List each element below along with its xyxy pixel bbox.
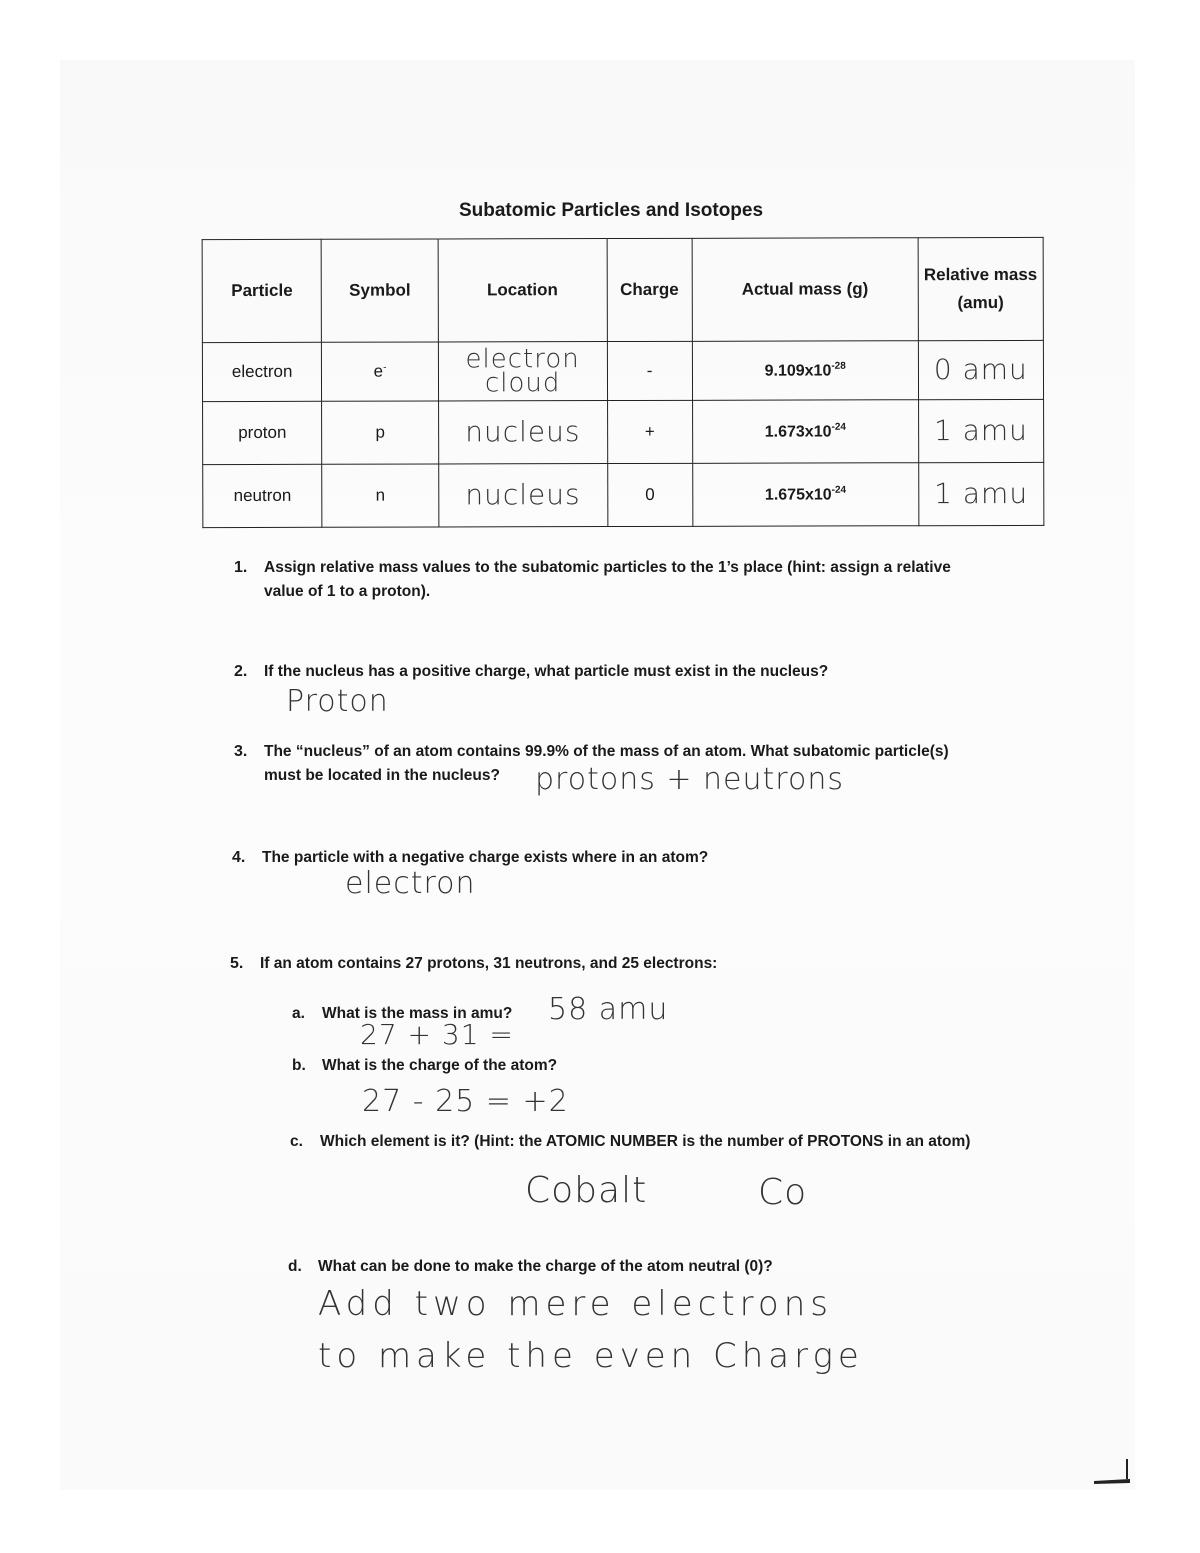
- question-2: [234, 660, 828, 684]
- answer-5b: 27 - 25 = +2: [362, 1084, 569, 1119]
- mass-exponent: -24: [831, 421, 846, 433]
- sub-question-letter: c.: [290, 1133, 303, 1150]
- answer-5d-line1: Add two mere electrons: [318, 1284, 833, 1324]
- question-number: 4.: [232, 849, 246, 866]
- symbol-text: n: [375, 485, 386, 505]
- handwritten-location: electron cloud: [465, 343, 580, 398]
- scan-corner-mark: [1090, 1455, 1134, 1485]
- question-5: [230, 952, 717, 976]
- header-location: Location: [438, 239, 607, 342]
- symbol-superscript: -: [383, 361, 387, 373]
- mass-text: 1.675x10: [764, 486, 832, 504]
- sub-question-text: What can be done to make the charge of the atom neutral (0)?: [318, 1258, 773, 1275]
- sub-question-text: What is the charge of the atom?: [322, 1057, 558, 1074]
- sub-question-text: Which element is it? (Hint: the ATOMIC NUMBER is the number of PROTONS in an atom): [320, 1133, 971, 1150]
- handwritten-location: nucleus: [465, 414, 581, 448]
- mass-text: 1.673x10: [764, 423, 832, 441]
- cell-relative-mass: [918, 340, 1044, 399]
- question-text: If an atom contains 27 protons, 31 neutrons, and 25 electrons:: [260, 955, 718, 972]
- question-1: [234, 556, 951, 604]
- table-header-row: [202, 237, 1043, 342]
- handwritten-relative-mass: 0 amu: [933, 352, 1028, 386]
- question-number: 2.: [234, 663, 248, 680]
- cell-particle: neutron: [203, 464, 323, 527]
- sub-question-text: What is the mass in amu?: [322, 1005, 513, 1022]
- table-row-proton: [203, 399, 1044, 464]
- answer-5c-name: Cobalt: [525, 1170, 648, 1211]
- sub-question-d: [288, 1258, 773, 1276]
- question-text-continued: value of 1 to a proton).: [264, 583, 431, 600]
- cell-symbol: [322, 464, 439, 527]
- cell-actual-mass: [692, 400, 918, 464]
- header-symbol: Symbol: [321, 239, 438, 342]
- cell-particle: proton: [203, 401, 323, 464]
- sub-question-c: [290, 1133, 970, 1151]
- question-number: 3.: [234, 743, 248, 760]
- answer-5a: 58 amu: [548, 992, 669, 1027]
- handwritten-relative-mass: 1 amu: [933, 413, 1028, 447]
- header-charge: Charge: [607, 238, 693, 341]
- cell-location: [439, 464, 608, 527]
- cell-symbol: [322, 401, 439, 464]
- cell-particle: electron: [202, 342, 322, 401]
- answer-5a-work: 27 + 31 =: [360, 1018, 514, 1051]
- handwritten-location: nucleus: [465, 477, 581, 511]
- cell-location: [438, 401, 607, 464]
- cell-actual-mass: [692, 341, 918, 401]
- sub-question-b: [292, 1057, 557, 1075]
- cell-charge: +: [607, 400, 692, 463]
- particles-table: [202, 237, 1045, 528]
- symbol-text: p: [375, 422, 385, 442]
- symbol-text: e: [373, 361, 384, 381]
- answer-3: protons + neutrons: [535, 762, 844, 797]
- question-text: If the nucleus has a positive charge, what particle must exist in the nucleus?: [264, 663, 829, 680]
- question-text: The particle with a negative charge exists where in an atom?: [262, 849, 709, 866]
- handwritten-relative-mass: 1 amu: [934, 476, 1029, 510]
- mass-exponent: -24: [831, 484, 847, 496]
- sub-question-letter: d.: [288, 1258, 302, 1275]
- question-number: 1.: [234, 559, 248, 576]
- table-row-electron: [202, 340, 1043, 401]
- header-particle: Particle: [202, 239, 322, 342]
- answer-5c-symbol: Co: [758, 1172, 808, 1213]
- question-number: 5.: [230, 955, 244, 972]
- header-actual-mass: Actual mass (g): [692, 238, 918, 342]
- sub-question-letter: a.: [292, 1005, 305, 1022]
- cell-relative-mass: [918, 399, 1044, 462]
- cell-charge: 0: [607, 463, 692, 526]
- page-title: Subatomic Particles and Isotopes: [458, 200, 764, 221]
- question-text-continued: must be located in the nucleus?: [264, 767, 500, 784]
- cell-charge: -: [607, 341, 692, 400]
- answer-4: electron: [345, 866, 476, 901]
- cell-actual-mass: [693, 463, 919, 527]
- table-row-neutron: [203, 462, 1044, 527]
- header-relative-mass: Relative mass (amu): [918, 237, 1044, 340]
- question-text: The “nucleus” of an atom contains 99.9% of the mass of an atom. What subatomic particle(s): [264, 743, 949, 760]
- cell-location: [438, 342, 607, 401]
- answer-2: Proton: [286, 684, 389, 719]
- question-text: Assign relative mass values to the subatomic particles to the 1’s place (hint: assign a relative: [264, 559, 951, 576]
- cell-relative-mass: [918, 462, 1044, 525]
- answer-5d-line2: to make the even Charge: [318, 1336, 864, 1376]
- cell-symbol: [322, 342, 439, 401]
- sub-question-letter: b.: [292, 1057, 306, 1074]
- mass-text: 9.109x10: [764, 362, 832, 380]
- mass-exponent: -28: [831, 360, 846, 372]
